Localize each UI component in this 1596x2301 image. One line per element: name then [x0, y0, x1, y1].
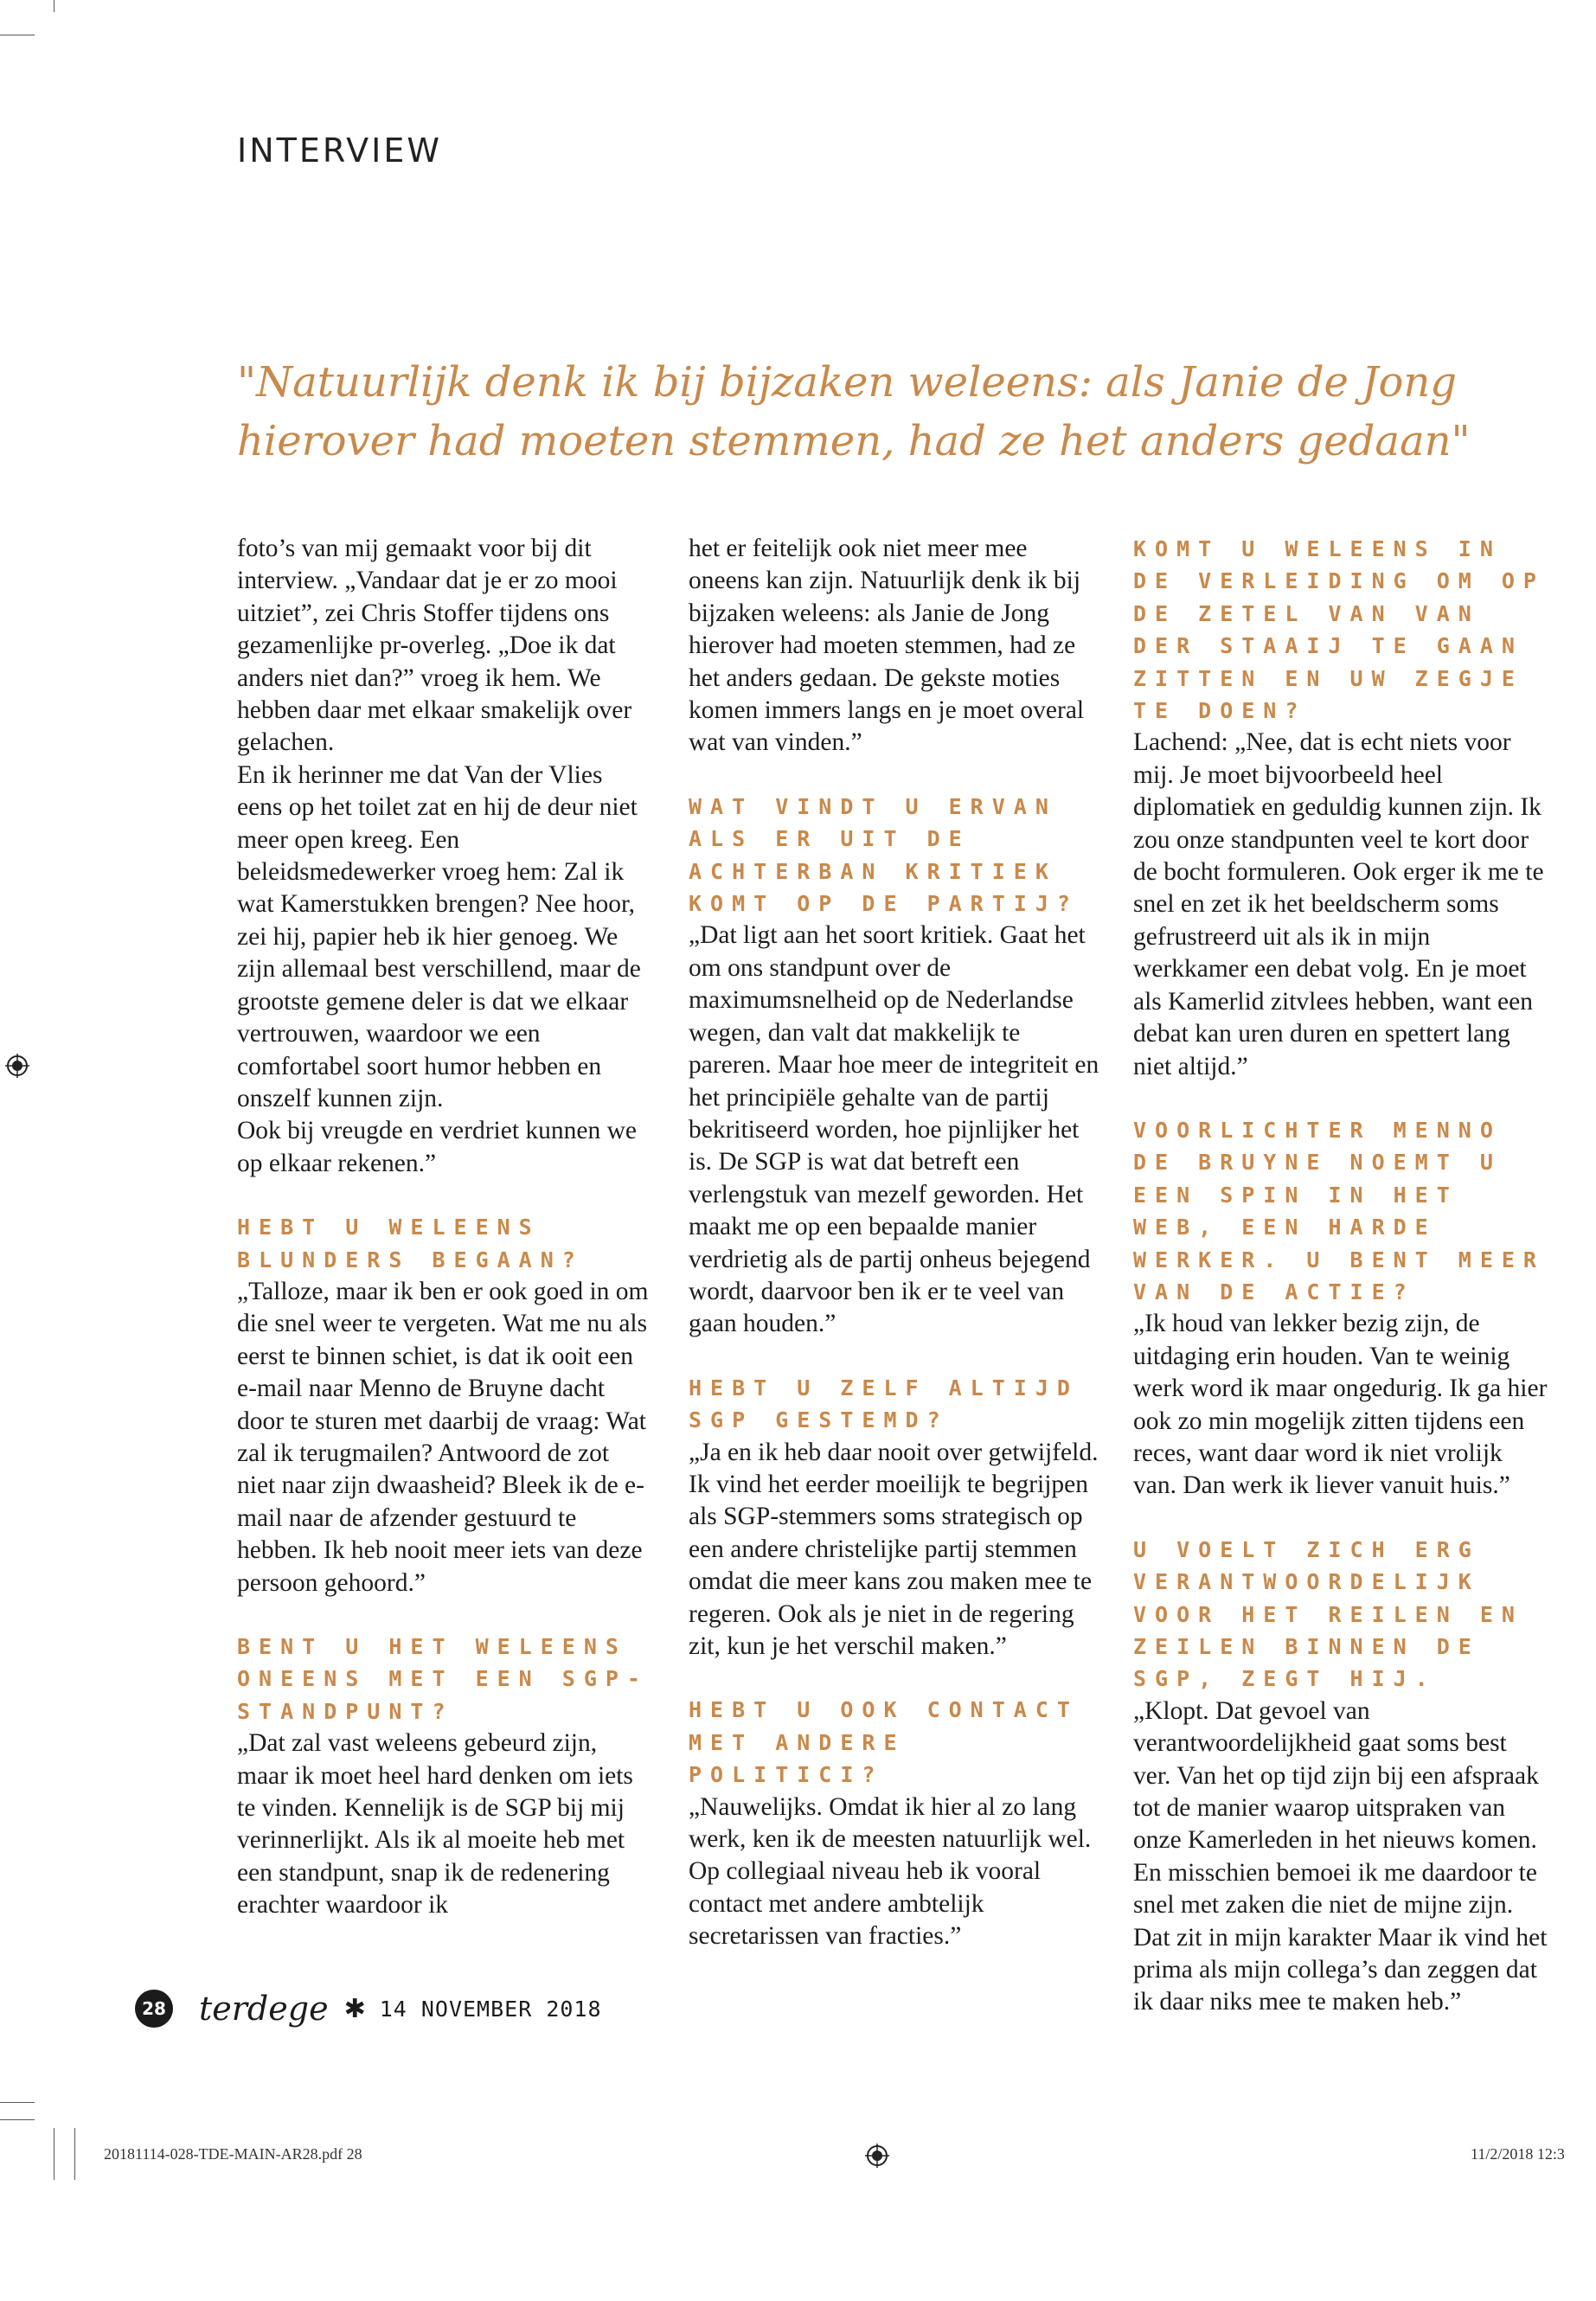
- interview-question: WAT VINDT U ERVAN ALS ER UIT DE ACHTERBAN KRITIEK KOMT OP DE PARTIJ?: [689, 793, 1079, 917]
- asterisk-icon: ✱: [343, 1993, 366, 2024]
- crop-mark: [74, 2128, 75, 2180]
- interview-question: BENT U HET WELEENS ONEENS MET EEN SGP-STANDPUNT?: [237, 1634, 649, 1724]
- interview-question: VOORLICHTER MENNO DE BRUYNE NOEMT U EEN SPIN IN HET WEB, EEN HARDE WERKER. U BENT MEER VAN DE ACTIE?: [1133, 1117, 1545, 1304]
- interview-answer: „Nauwelijks. Omdat ik hier al zo lang werk, ken ik de meesten natuurlijk wel. Op collegiaal niveau heb ik vooral contact met andere ambtelijk secretarissen van fracties.”: [689, 1792, 1092, 1951]
- interview-answer: „Dat ligt aan het soort kritiek. Gaat het om ons standpunt over de maximumsnelheid op de Nederlandse wegen, dan valt dat makkelijk te pareren. Maar hoe meer de integriteit en het principiële gehalte van de partij bekritiseerd worden, hoe pijnlijker het is. De SGP is wat dat betreft een verlengstuk van mezelf geworden. Het maakt me op een bepaalde manier verdrietig als de partij onheus bejegend wordt, daarvoor ben ik er te veel van gaan houden.”: [689, 921, 1099, 1338]
- interview-question: HEBT U ZELF ALTIJD SGP GESTEMD?: [689, 1375, 1079, 1433]
- body-paragraph: En ik herinner me dat Van der Vlies eens op het toilet zat en hij de deur niet meer open kreeg. Een beleidsmedewerker vroeg hem: Zal ik wat Kamerstukken brengen? Nee hoor, zei hij, papier heb ik hier genoeg. We zijn allemaal best verschillend, maar de grootste gemene deler is dat we elkaar vertrouwen, waardoor we een comfortabel soort humor hebben en onszelf kunnen zijn.: [237, 760, 641, 1112]
- body-paragraph: foto’s van mij gemaakt voor bij dit interview. „Vandaar dat je er zo mooi uitziet”, zei Chris Stoffer tijdens ons gezamenlijke pr-overleg. „Doe ik dat anders niet dan?” vroeg ik hem. We hebben daar met elkaar smakelijk over gelachen.: [237, 535, 632, 757]
- body-paragraph: het er feitelijk ook niet meer mee oneens kan zijn. Natuurlijk denk ik bij bijzaken weleens: als Janie de Jong hierover had moeten stemmen, had ze het anders gedaan. De gekste moties komen immers langs en je moet overal wat van vinden.”: [689, 535, 1085, 757]
- body-paragraph: Ook bij vreugde en verdriet kunnen we op elkaar rekenen.”: [237, 1117, 638, 1177]
- interview-question: KOMT U WELEENS IN DE VERLEIDING OM OP DE ZETEL VAN VAN DER STAAIJ TE GAAN ZITTEN EN UW ZEGJE TE DOEN?: [1133, 536, 1545, 724]
- print-slug-filename: 20181114-028-TDE-MAIN-AR28.pdf 28: [104, 2145, 362, 2163]
- issue-date: 14 NOVEMBER 2018: [379, 1996, 602, 2022]
- interview-answer: „Klopt. Dat gevoel van verantwoordelijkheid gaat soms best ver. Van het op tijd zijn bij een afspraak tot de manier waarop uitspraken van onze Kamerleden in het nieuws komen. En misschien bemoei ik me daardoor te snel met zaken die niet de mijne zijn. Dat zit in mijn karakter Maar ik vind het prima als mijn collega’s dan zeggen dat ik daar niks mee te maken heb.”: [1133, 1696, 1548, 2016]
- interview-answer: „Talloze, maar ik ben er ook goed in om die snel weer te vergeten. Wat me nu als eerst te binnen schiet, is dat ik ooit een e-mail naar Menno de Bruyne dacht door te sturen met daarbij de vraag: Wat zal ik terugmailen? Antwoord de zot niet naar zijn dwaasheid? Bleek ik de e-mail naar de afzender gestuurd te hebben. Ik heb nooit meer iets van deze persoon gehoord.”: [237, 1277, 649, 1597]
- crop-mark: [0, 2102, 35, 2103]
- pull-quote: "Natuurlijk denk ik bij bijzaken weleens: als Janie de Jong hierover had moeten stemmen, had ze het anders gedaan": [237, 358, 1471, 465]
- page-number-badge: 28: [135, 1990, 173, 2028]
- interview-question: HEBT U WELEENS BLUNDERS BEGAAN?: [237, 1215, 584, 1272]
- crop-mark: [0, 2119, 35, 2120]
- interview-answer: „Ik houd van lekker bezig zijn, de uitdaging erin houden. Van te weinig werk word ik maar ongedurig. Ik ga hier ook zo min mogelijk zitten tijdens een reces, want daar word ik niet vrolijk van. Dan werk ik liever vanuit huis.”: [1133, 1310, 1548, 1500]
- interview-question: U VOELT ZICH ERG VERANTWOORDELIJK VOOR HET REILEN EN ZEILEN BINNEN DE SGP, ZEGT HIJ.: [1133, 1536, 1523, 1692]
- page-footer: [135, 1988, 602, 2029]
- interview-answer: Lachend: „Nee, dat is echt niets voor mij. Je moet bijvoorbeeld heel diplomatiek en geduldig kunnen zijn. Ik zou onze standpunten veel te kort door de bocht formuleren. Ook erger ik me te snel en zet ik het beeldscherm soms gefrustreerd uit als ik in mijn werkkamer een debat volg. En je moet als Kamerlid zitvlees hebben, want een debat kan uren duren en spettert lang niet altijd.”: [1133, 728, 1544, 1080]
- article-column-1: [237, 533, 652, 1922]
- section-label: INTERVIEW: [237, 131, 442, 170]
- interview-question: HEBT U OOK CONTACT MET ANDERE POLITICI?: [689, 1697, 1079, 1788]
- registration-mark-icon: [865, 2144, 889, 2168]
- interview-answer: „Dat zal vast weleens gebeurd zijn, maar ik moet heel hard denken om iets te vinden. Kennelijk is de SGP bij mij verinnerlijkt. Als ik al moeite heb met een standpunt, snap ik de redenering erachter waardoor ik: [237, 1729, 633, 1920]
- magazine-logo: terdege: [199, 1990, 329, 2028]
- article-column-3: [1133, 533, 1548, 2019]
- article-column-2: [689, 533, 1104, 1953]
- registration-mark-icon: [5, 1054, 29, 1078]
- interview-answer: „Ja en ik heb daar nooit over getwijfeld. Ik vind het eerder moeilijk te begrijpen als SGP-stemmers soms strategisch op een andere christelijke partij stemmen omdat die meer kans zou maken mee te regeren. Ook als je niet in de regering zit, kun je het verschil maken.”: [689, 1438, 1099, 1660]
- print-slug-timestamp: 11/2/2018 12:3: [1471, 2145, 1565, 2163]
